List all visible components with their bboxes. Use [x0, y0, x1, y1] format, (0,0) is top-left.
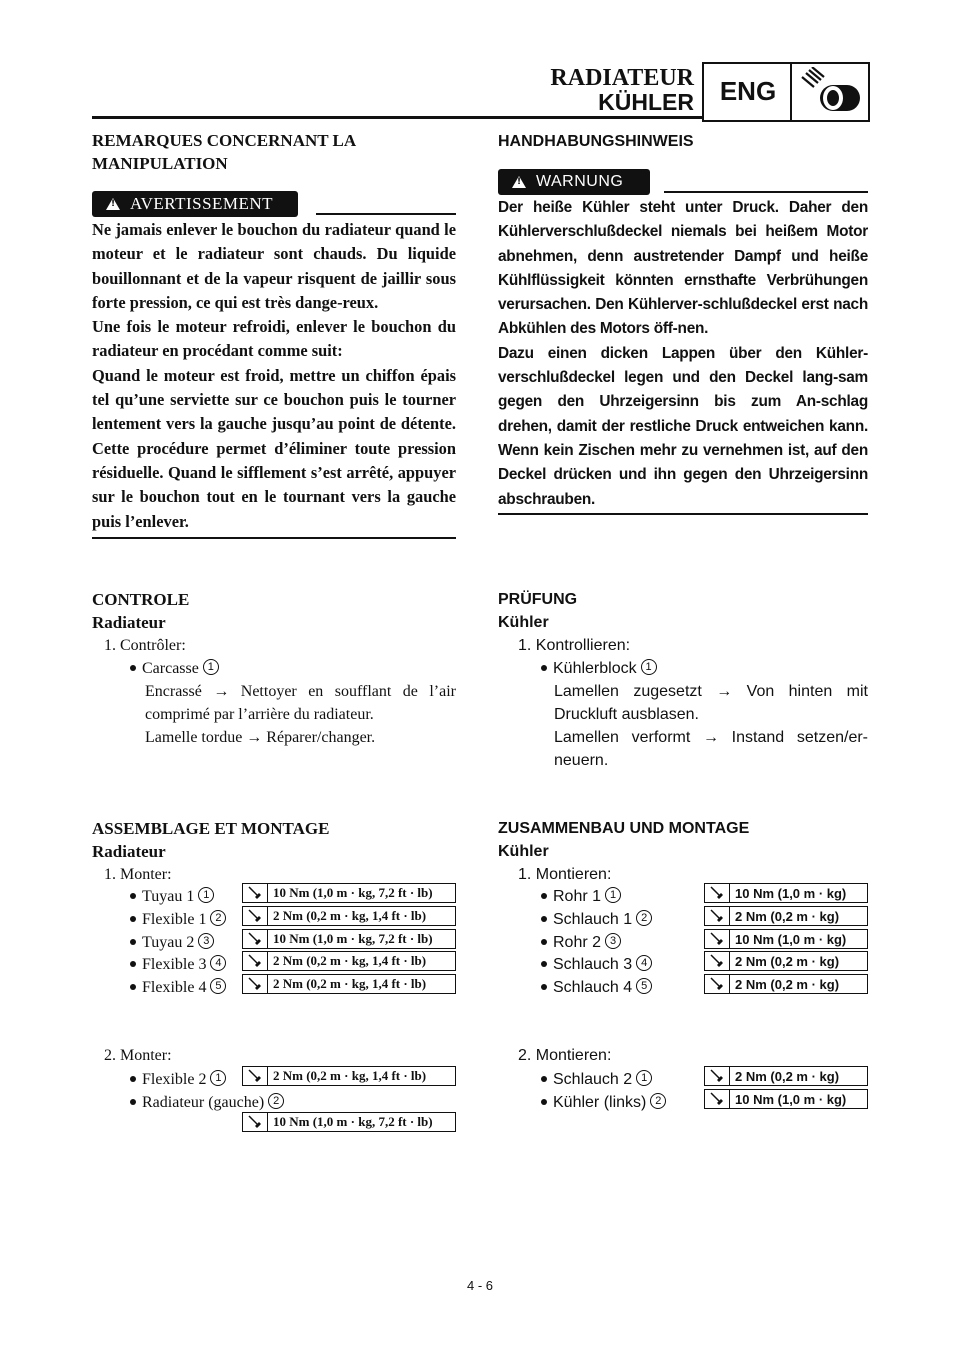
- torque-wrench-icon: [243, 1067, 268, 1085]
- torque-value: 2 Nm (0,2 m · kg, 1,4 ft · lb): [273, 976, 427, 991]
- torque-spec: [704, 883, 868, 903]
- de-check-item-label: Kühlerblock: [553, 660, 637, 677]
- fr-check-line: Lamelle tordue → Réparer/changer.: [145, 729, 376, 746]
- torque-value: 10 Nm (1,0 m · kg, 7,2 ft · lb): [273, 885, 433, 900]
- callout-number: 2: [636, 910, 652, 926]
- fr-assembly-heading: ASSEMBLAGE ET MONTAGE: [92, 819, 330, 838]
- fr-part-item: [130, 885, 214, 908]
- torque-spec: [242, 883, 456, 903]
- fr-part-item: [130, 976, 226, 999]
- fr-warning-paragraph: Quand le moteur est froid, mettre un chiffon épais tel qu’une serviette sur ce bouchon puis le tourner lentement vers la gauche jusqu’au point de détente. Cette procédure permet d’éliminer toute pression résiduelle. Quand le sifflement s’est arrêté, appuyer sur le bouchon tout en le tournant vers la gauche puis l’enlever.: [92, 365, 456, 531]
- bullet: [541, 665, 547, 671]
- de-warning-text: [498, 196, 868, 512]
- warning-triangle-icon: [512, 176, 526, 188]
- torque-value: 10 Nm (1,0 m · kg): [735, 1091, 847, 1107]
- fr-check-heading: CONTROLE: [92, 590, 190, 609]
- torque-value: 2 Nm (0,2 m · kg, 1,4 ft · lb): [273, 953, 427, 968]
- torque-wrench-icon: [705, 884, 730, 902]
- fr-part-label: Flexible 1: [142, 911, 207, 928]
- callout-number: 5: [636, 978, 652, 994]
- torque-wrench-icon: [705, 907, 730, 925]
- callout-number: 2: [650, 1093, 666, 1109]
- fr-handling-heading-line1: REMARQUES CONCERNANT LA: [92, 131, 357, 150]
- fr-assembly-step: 2. Monter:: [104, 1047, 172, 1064]
- bullet: [130, 665, 136, 671]
- de-part-label: Schlauch 2: [553, 1071, 633, 1088]
- page-subtitle: KÜHLER: [598, 89, 694, 115]
- fr-warning-end-rule: [92, 537, 456, 539]
- de-part-label: Rohr 2: [553, 934, 602, 951]
- bullet: [541, 939, 547, 945]
- callout-number: 1: [605, 887, 621, 903]
- torque-spec: [704, 951, 868, 971]
- de-warning-end-rule: [498, 513, 868, 515]
- section-label: ENG: [719, 76, 777, 106]
- callout-number: 1: [210, 1070, 226, 1086]
- bullet: [130, 893, 136, 899]
- torque-wrench-icon: [243, 1113, 268, 1131]
- de-part-item: [541, 953, 652, 976]
- warning-triangle-icon: [106, 198, 120, 210]
- de-part-item: [541, 885, 621, 908]
- fr-part-label: Radiateur (gauche): [142, 1094, 265, 1111]
- fr-warning-label: AVERTISSEMENT: [130, 194, 274, 213]
- fr-warning-rule: [316, 213, 456, 215]
- torque-value: 10 Nm (1,0 m · kg): [735, 931, 847, 947]
- torque-spec: [242, 929, 456, 949]
- fr-warning-paragraph: Une fois le moteur refroidi, enlever le bouchon du radiateur en procédant comme suit:: [92, 317, 456, 361]
- bullet: [541, 916, 547, 922]
- callout-number: 4: [636, 955, 652, 971]
- fr-part-label: Tuyau 2: [142, 934, 195, 951]
- de-part-label: Rohr 1: [553, 888, 602, 905]
- fr-check-subheading: Radiateur: [92, 613, 166, 632]
- fr-handling-heading-line2: MANIPULATION: [92, 154, 228, 173]
- de-part-item: [541, 976, 652, 999]
- callout-number: 4: [210, 955, 226, 971]
- torque-value: 10 Nm (1,0 m · kg): [735, 885, 847, 901]
- de-part-item: [541, 1091, 666, 1114]
- torque-spec: [704, 1089, 868, 1109]
- torque-wrench-icon: [243, 975, 268, 993]
- torque-spec: [704, 929, 868, 949]
- fr-part-label: Flexible 4: [142, 979, 207, 996]
- torque-value: 2 Nm (0,2 m · kg): [735, 908, 840, 924]
- bullet: [130, 1076, 136, 1082]
- page-title: RADIATEUR: [550, 65, 694, 91]
- torque-value: 2 Nm (0,2 m · kg): [735, 976, 840, 992]
- de-assembly-subheading: Kühler: [498, 843, 549, 860]
- de-handling-heading: HANDHABUNGSHINWEIS: [498, 133, 694, 150]
- fr-warning-badge: [92, 191, 298, 217]
- torque-wrench-icon: [243, 952, 268, 970]
- header-rule: [92, 116, 702, 119]
- de-check-line: Druckluft ausblasen.: [554, 706, 699, 723]
- de-warning-rule: [664, 191, 868, 193]
- callout-number: 5: [210, 978, 226, 994]
- torque-spec: [242, 974, 456, 994]
- de-warning-paragraph: Der heiße Kühler steht unter Druck. Daher den Kühlerverschlußdeckel niemals bei heißem Motor abnehmen, denn austretender Dampf und heiße Kühlflüssigkeit könnten ernsthafte Verbrühungen verursachen. Den Kühlerver-schlußdeckel erst nach Abkühlen des Motors öff-nen.: [498, 199, 868, 338]
- fr-part-item: [130, 953, 226, 976]
- section-badge-divider: [790, 64, 792, 120]
- fr-check-step: 1. Contrôler:: [104, 637, 186, 654]
- fr-check-line: Encrassé → Nettoyer en soufflant de l’air: [145, 683, 456, 700]
- de-part-item: [541, 1068, 652, 1091]
- bullet: [541, 893, 547, 899]
- de-assembly-heading: ZUSAMMENBAU UND MONTAGE: [498, 820, 750, 837]
- bullet: [130, 1099, 136, 1105]
- de-check-line: Lamellen zugesetzt → Von hinten mit: [554, 683, 868, 700]
- torque-value: 2 Nm (0,2 m · kg, 1,4 ft · lb): [273, 1068, 427, 1083]
- de-check-step: 1. Kontrollieren:: [518, 637, 631, 654]
- torque-wrench-icon: [243, 907, 268, 925]
- de-warning-label: WARNUNG: [536, 173, 624, 190]
- fr-check-line: comprimé par l’arrière du radiateur.: [145, 706, 374, 723]
- section-badge: [702, 62, 870, 122]
- de-check-subheading: Kühler: [498, 614, 549, 631]
- de-part-item: [541, 908, 652, 931]
- callout-number: 2: [268, 1093, 284, 1109]
- torque-spec: [704, 974, 868, 994]
- fr-assembly-subheading: Radiateur: [92, 842, 166, 861]
- torque-spec: [242, 951, 456, 971]
- torque-spec: [704, 906, 868, 926]
- de-assembly-step: 2. Montieren:: [518, 1047, 612, 1064]
- de-part-item: [541, 931, 621, 954]
- callout-number: 2: [210, 910, 226, 926]
- fr-part-item: [130, 931, 214, 954]
- fr-warning-paragraph: Ne jamais enlever le bouchon du radiateur quand le moteur et le radiateur sont chauds. Du liquide bouillonnant et de la vapeur risquent de jaillir sous forte pression, ce qui est très dange-reux.: [92, 220, 456, 312]
- torque-spec: [242, 1112, 456, 1132]
- callout-number: 1: [203, 659, 219, 675]
- torque-value: 2 Nm (0,2 m · kg): [735, 1068, 840, 1084]
- torque-spec: [704, 1066, 868, 1086]
- callout-number: 1: [198, 887, 214, 903]
- bullet: [130, 939, 136, 945]
- bullet: [541, 1099, 547, 1105]
- torque-spec: [242, 906, 456, 926]
- fr-part-item: [130, 1091, 284, 1114]
- bullet: [541, 1076, 547, 1082]
- de-warning-paragraph: Dazu einen dicken Lappen über den Kühler-verschlußdeckel legen und den Deckel lang-sam gegen den Uhrzeigersinn bis zum An-schlag drehen, damit der restliche Druck entweichen kann. Wenn kein Zischen mehr zu vernehmen ist, auf den Deckel drücken und ihn gegen den Uhrzeigersinn abschrauben.: [498, 344, 868, 508]
- de-part-label: Schlauch 1: [553, 911, 633, 928]
- torque-wrench-icon: [705, 1067, 730, 1085]
- page-number: 4 - 6: [466, 1278, 493, 1293]
- bullet: [541, 984, 547, 990]
- de-warning-badge: [498, 169, 650, 195]
- bullet: [130, 961, 136, 967]
- de-check-line: neuern.: [554, 752, 609, 769]
- fr-part-label: Flexible 2: [142, 1071, 207, 1088]
- torque-value: 10 Nm (1,0 m · kg, 7,2 ft · lb): [273, 1114, 433, 1129]
- torque-wrench-icon: [705, 930, 730, 948]
- engine-icon: [796, 67, 864, 117]
- de-assembly-step: 1. Montieren:: [518, 866, 612, 883]
- torque-wrench-icon: [705, 1090, 730, 1108]
- torque-value: 10 Nm (1,0 m · kg, 7,2 ft · lb): [273, 931, 433, 946]
- de-part-label: Kühler (links): [553, 1094, 647, 1111]
- bullet: [130, 916, 136, 922]
- fr-warning-text: [92, 218, 456, 534]
- de-part-label: Schlauch 4: [553, 979, 633, 996]
- torque-wrench-icon: [243, 884, 268, 902]
- fr-check-item: [130, 657, 219, 680]
- bullet: [130, 984, 136, 990]
- callout-number: 3: [198, 933, 214, 949]
- callout-number: 1: [636, 1070, 652, 1086]
- torque-wrench-icon: [243, 930, 268, 948]
- bullet: [541, 961, 547, 967]
- fr-part-label: Flexible 3: [142, 956, 207, 973]
- de-check-line: Lamellen verformt → Instand setzen/er-: [554, 729, 868, 746]
- fr-check-item-label: Carcasse: [142, 660, 199, 677]
- de-part-label: Schlauch 3: [553, 956, 633, 973]
- torque-value: 2 Nm (0,2 m · kg): [735, 953, 840, 969]
- torque-spec: [242, 1066, 456, 1086]
- torque-value: 2 Nm (0,2 m · kg, 1,4 ft · lb): [273, 908, 427, 923]
- fr-part-label: Tuyau 1: [142, 888, 195, 905]
- fr-assembly-step: 1. Monter:: [104, 866, 172, 883]
- torque-wrench-icon: [705, 975, 730, 993]
- fr-part-item: [130, 1068, 226, 1091]
- fr-part-item: [130, 908, 226, 931]
- callout-number: 3: [605, 933, 621, 949]
- de-check-heading: PRÜFUNG: [498, 591, 578, 608]
- de-check-item: [541, 657, 657, 680]
- torque-wrench-icon: [705, 952, 730, 970]
- callout-number: 1: [641, 659, 657, 675]
